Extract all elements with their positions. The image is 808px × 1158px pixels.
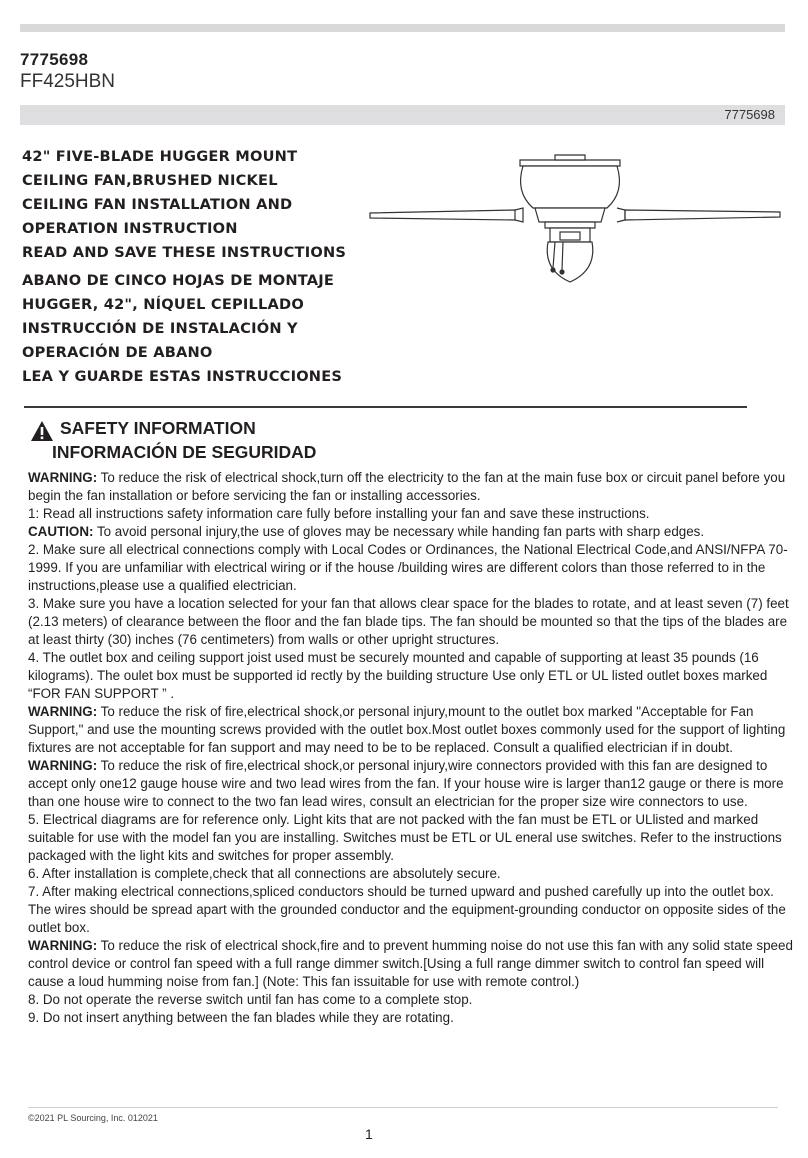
safety-title-en: SAFETY INFORMATION	[60, 418, 256, 438]
footer-rule	[28, 1107, 778, 1108]
warning-triangle-icon	[30, 420, 54, 442]
page-number: 1	[365, 1126, 373, 1142]
instruction-paragraph: 1: Read all instructions safety information care fully before installing your fan and save these instructions.	[28, 506, 650, 521]
instruction-paragraph: WARNING: To reduce the risk of fire,electrical shock,or personal injury,wire connectors provided with this fan are designed to accept only one12 gauge house wire and two lead wires from the fan. If your house wire is larger than12 gauge or there is more than one house wire to connect to the two fan lead wires, consult an electrician for the proper size wire connectors to use.	[28, 758, 784, 809]
copyright-text: ©2021 PL Sourcing, Inc. 012021	[28, 1113, 158, 1123]
model-code: FF425HBN	[20, 71, 116, 92]
instruction-paragraph: 9. Do not insert anything between the fan blades while they are rotating.	[28, 1010, 454, 1025]
heading-line: READ AND SAVE THESE INSTRUCTIONS	[22, 244, 347, 261]
instruction-paragraph: 3. Make sure you have a location selected for your fan that allows clear space for the blades to rotate, and at least seven (7) feet (2.13 meters) of clearance between the floor and the fan blade tips. The fan should be mounted so that the tips of the blades are at least thirty (30) inches (76 centimeters) from walls or other upright structures.	[28, 596, 789, 647]
instruction-paragraph: CAUTION: To avoid personal injury,the use of gloves may be necessary while handing fan parts with sharp edges.	[28, 524, 705, 539]
section-divider	[24, 406, 747, 408]
heading-line: LEA Y GUARDE ESTAS INSTRUCCIONES	[22, 368, 343, 385]
heading-line: ABANO DE CINCO HOJAS DE MONTAJE	[22, 272, 335, 289]
top-rule	[20, 24, 785, 32]
instruction-paragraph: WARNING: To reduce the risk of electrical shock,turn off the electricity to the fan at the main fuse box or circuit panel before you begin the fan installation or before servicing the fan or installing accessories.	[28, 470, 786, 503]
heading-line: CEILING FAN INSTALLATION AND	[22, 196, 293, 213]
instruction-paragraph: 5. Electrical diagrams are for reference only. Light kits that are not packed with the fan must be ETL or ULlisted and marked suitable for use with the model fan you are installing. Switches must be ETL or UL eneral use switches. Refer to the instructions packaged with the light kits and switches for proper assembly.	[28, 812, 782, 863]
heading-line: HUGGER, 42", NÍQUEL CEPILLADO	[22, 296, 304, 313]
instruction-paragraph: WARNING: To reduce the risk of electrical shock,fire and to prevent humming noise do not use this fan with any solid state speed control device or control fan speed with a full range dimmer switch.[Using a full range dimmer switch to control fan speed will cause a loud humming noise from fan.] (Note: This fan issuitable for use with remote control.)	[28, 938, 793, 989]
heading-line: CEILING FAN,BRUSHED NICKEL	[22, 172, 278, 189]
heading-line: INSTRUCCIÓN DE INSTALACIÓN Y	[22, 320, 298, 337]
instruction-paragraph: 7. After making electrical connections,spliced conductors should be turned upward and pushed carefully up into the outlet box. The wires should be spread apart with the grounded conductor and the equipment-grounding conductor on opposite sides of the outlet box.	[28, 884, 786, 935]
sku-bar	[20, 105, 785, 125]
heading-line: OPERATION INSTRUCTION	[22, 220, 238, 237]
heading-line: 42" FIVE-BLADE HUGGER MOUNT	[22, 148, 298, 165]
sku-bar-text: 7775698	[724, 107, 775, 122]
safety-title-es: INFORMACIÓN DE SEGURIDAD	[52, 442, 317, 462]
instruction-paragraph: WARNING: To reduce the risk of fire,electrical shock,or personal injury,mount to the outlet box marked "Acceptable for Fan Support," and use the mounting screws provided with the outlet box.Most outlet boxes commonly used for the support of lighting fixtures are not acceptable for fan support and may need to be to be replaced. Consult a qualified electrician if in doubt.	[28, 704, 786, 755]
heading-line: OPERACIÓN DE ABANO	[22, 344, 213, 361]
model-number: 7775698	[20, 50, 89, 69]
instruction-paragraph: 2. Make sure all electrical connections comply with Local Codes or Ordinances, the National Electrical Code,and ANSI/NFPA 70-1999. If you are unfamiliar with electrical wiring or if the house /building wires are different colors than those referred to in the instructions,please use a qualified electrician.	[28, 542, 788, 593]
instruction-paragraph: 6. After installation is complete,check that all connections are absolutely secure.	[28, 866, 501, 881]
instruction-paragraph: 8. Do not operate the reverse switch until fan has come to a complete stop.	[28, 992, 473, 1007]
safety-instructions	[28, 469, 793, 1027]
ceiling-fan-illustration	[365, 150, 785, 300]
title-headings	[22, 145, 362, 389]
instruction-paragraph: 4. The outlet box and ceiling support joist used must be securely mounted and capable of supporting at least 35 pounds (16 kilograms). The oulet box must be supported id rectly by the building structure Use only ETL or UL listed outlet boxes marked “FOR FAN SUPPORT ” .	[28, 650, 768, 701]
